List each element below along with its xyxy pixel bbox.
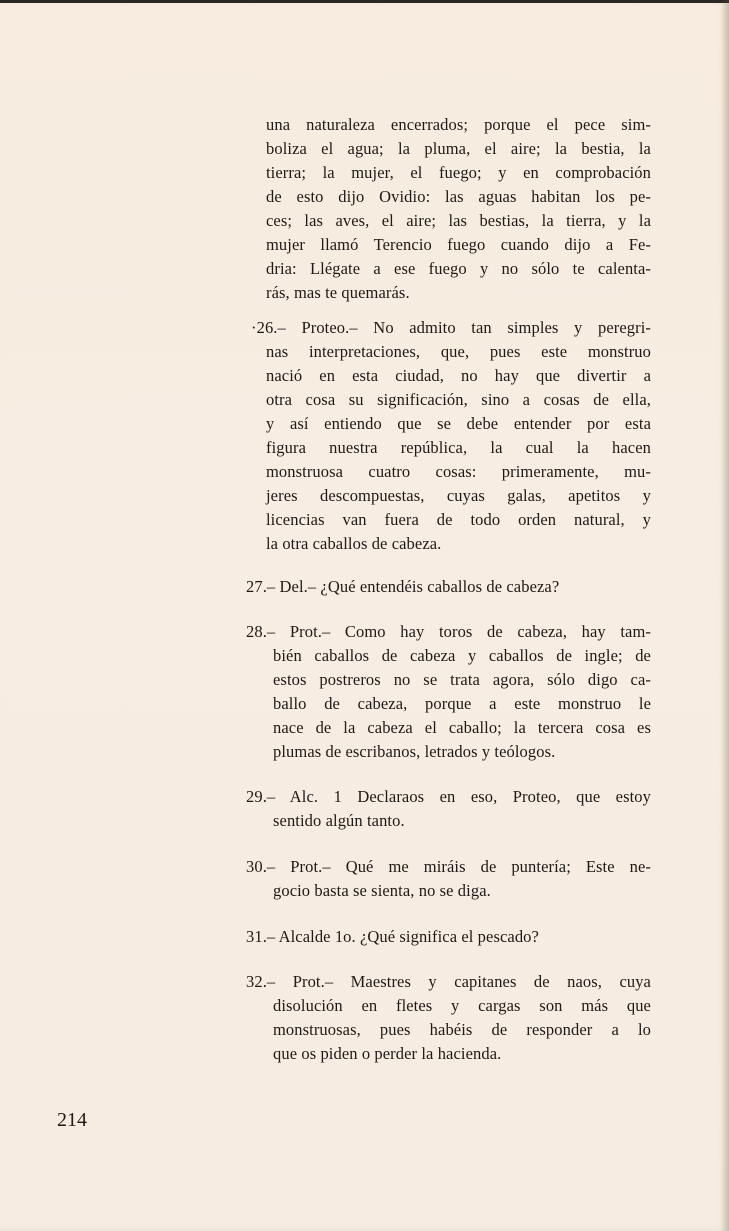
text-line: que os piden o perder la hacienda. xyxy=(273,1044,502,1063)
text-line: 31.– Alcalde 1o. ¿Qué significa el pescado? xyxy=(246,927,539,946)
text-line: ·26.– Proteo.– No admito tan simples y peregri- xyxy=(251,318,651,337)
text-line: figura nuestra república, la cual la hacen xyxy=(266,438,651,457)
text-line: tierra; la mujer, el fuego; y en comprobación xyxy=(266,163,651,182)
text-line: rás, mas te quemarás. xyxy=(266,283,410,302)
text-line: 32.– Prot.– Maestres y capitanes de naos, cuya xyxy=(246,972,651,991)
text-line: plumas de escribanos, letrados y teólogos. xyxy=(273,742,556,761)
page-top-edge xyxy=(0,0,729,3)
text-line: otra cosa su significación, sino a cosas de ella, xyxy=(266,390,651,409)
text-line: estos postreros no se trata agora, sólo digo ca- xyxy=(273,670,651,689)
paragraph-28 xyxy=(246,620,651,764)
text-line: la otra caballos de cabeza. xyxy=(266,534,442,553)
page-right-edge-shadow xyxy=(721,0,729,1231)
text-line: jeres descompuestas, cuyas galas, apetitos y xyxy=(266,486,651,505)
paragraph-27 xyxy=(246,575,651,599)
text-line: mujer llamó Terencio fuego cuando dijo a Fe- xyxy=(266,235,651,254)
text-line: dria: Llégate a ese fuego y no sólo te calenta- xyxy=(266,259,651,278)
paragraph-intro xyxy=(266,113,651,305)
paragraph-29 xyxy=(246,785,651,833)
text-line: de esto dijo Ovidio: las aguas habitan los pe- xyxy=(266,187,651,206)
text-line: 28.– Prot.– Como hay toros de cabeza, hay tam- xyxy=(246,622,651,641)
text-line: boliza el agua; la pluma, el aire; la bestia, la xyxy=(266,139,651,158)
text-line: nace de la cabeza el caballo; la tercera cosa es xyxy=(273,718,651,737)
text-line: monstruosa cuatro cosas: primeramente, mu- xyxy=(266,462,651,481)
text-line: ballo de cabeza, porque a este monstruo le xyxy=(273,694,651,713)
text-line: una naturaleza encerrados; porque el pece sim- xyxy=(266,115,651,134)
text-line: y así entiendo que se debe entender por esta xyxy=(266,414,651,433)
paragraph-30 xyxy=(246,855,651,903)
text-line: disolución en fletes y cargas son más que xyxy=(273,996,651,1015)
text-line: 29.– Alc. 1 Declaraos en eso, Proteo, que estoy xyxy=(246,787,651,806)
paragraph-26 xyxy=(251,316,651,556)
text-line: gocio basta se sienta, no se diga. xyxy=(273,881,491,900)
text-line: nació en esta ciudad, no hay que divertir a xyxy=(266,366,651,385)
text-line: 30.– Prot.– Qué me miráis de puntería; Este ne- xyxy=(246,857,651,876)
text-line: bién caballos de cabeza y caballos de ingle; de xyxy=(273,646,651,665)
text-line: nas interpretaciones, que, pues este monstruo xyxy=(266,342,651,361)
text-line: sentido algún tanto. xyxy=(273,811,405,830)
text-line: ces; las aves, el aire; las bestias, la tierra, y la xyxy=(266,211,651,230)
text-line: monstruosas, pues habéis de responder a lo xyxy=(273,1020,651,1039)
paragraph-31 xyxy=(246,925,651,949)
paragraph-32 xyxy=(246,970,651,1066)
text-line: licencias van fuera de todo orden natural, y xyxy=(266,510,651,529)
page-number: 214 xyxy=(57,1109,87,1131)
text-line: 27.– Del.– ¿Qué entendéis caballos de cabeza? xyxy=(246,577,560,596)
